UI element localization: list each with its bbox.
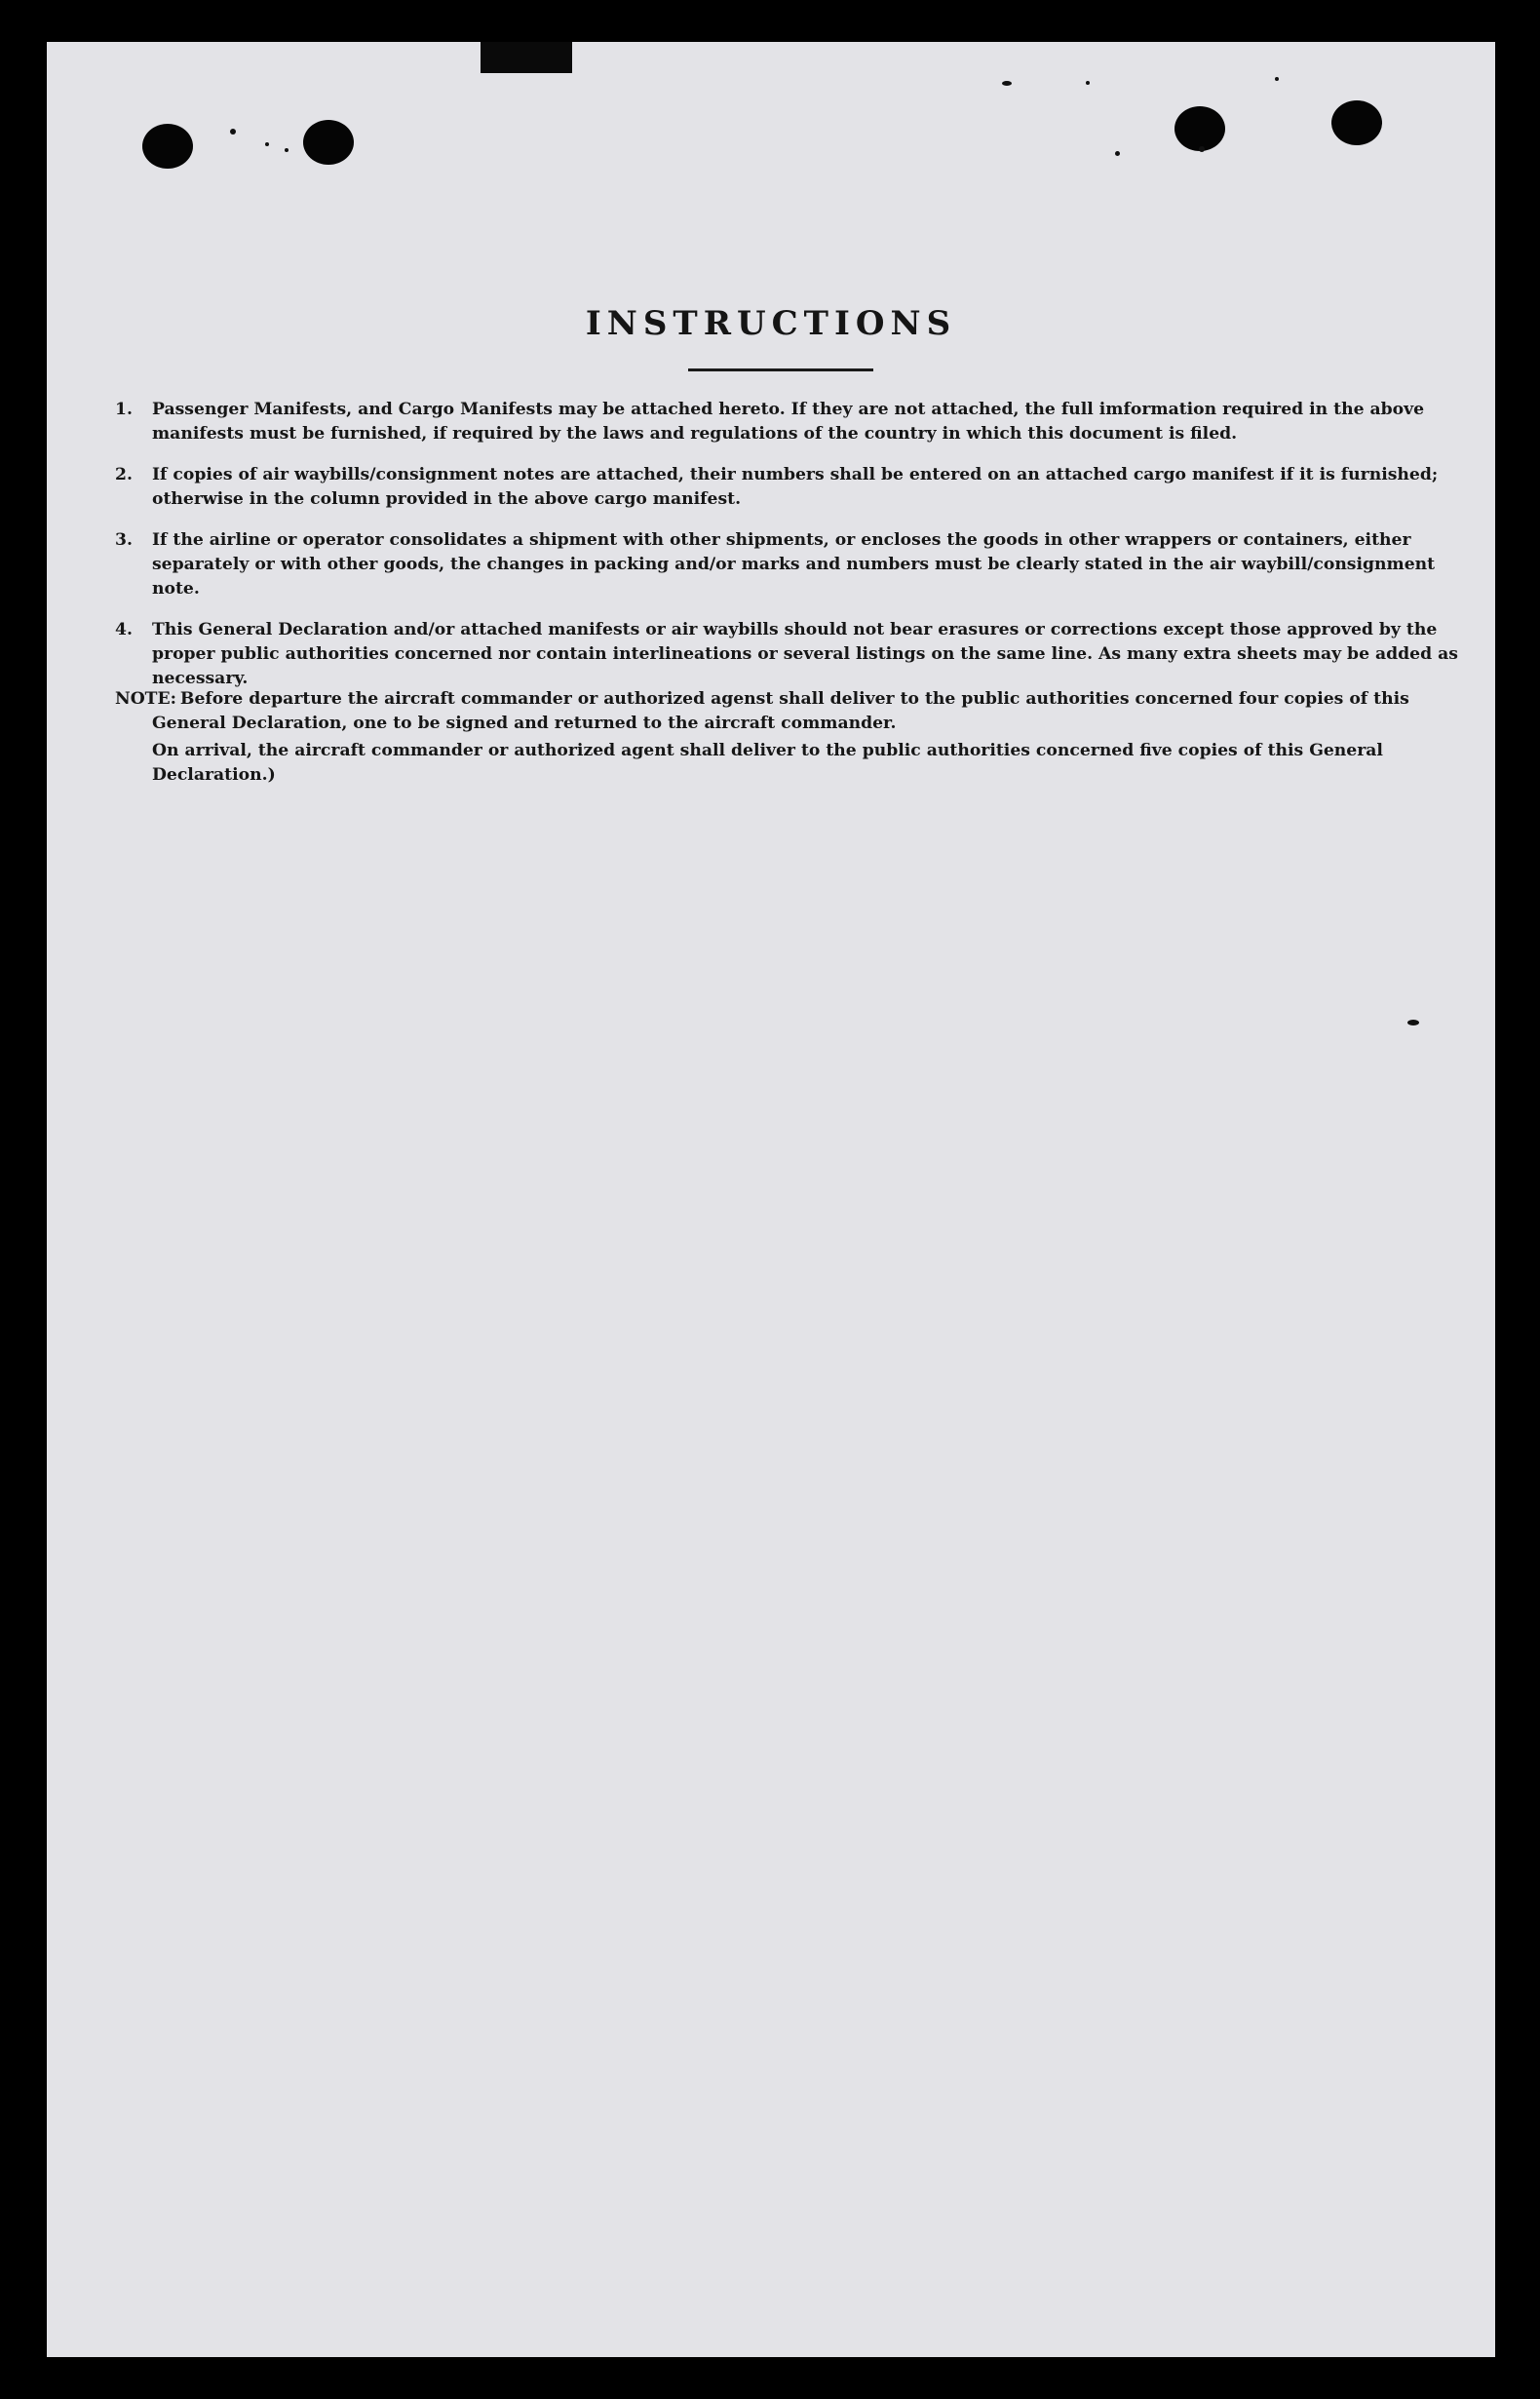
instruction-item [115, 528, 1480, 601]
instruction-text: If the airline or operator consolidates a shipment with other shipments, or encloses the goods in other wrappers or containers, either separately or with other goods, the changes in packing and/or marks and numbers must be clearly stated in the air waybill/consignment note. [152, 530, 1436, 599]
instruction-number: 4. [115, 620, 133, 639]
ink-speck [285, 148, 289, 152]
heading-underline [688, 368, 873, 371]
punch-hole-left-2 [303, 120, 354, 165]
note-text: Before departure the aircraft commander or authorized agenst shall deliver to the public authorities concerned four copies of this General Declaration, one to be signed and returned to the aircraft commander. [152, 689, 1409, 733]
instruction-item [115, 618, 1480, 691]
ink-speck [1002, 81, 1012, 86]
ink-speck [1199, 146, 1205, 152]
ink-speck [1115, 151, 1120, 156]
note-block [115, 687, 1480, 788]
instructions-heading: INSTRUCTIONS [585, 304, 957, 343]
ink-speck [230, 129, 236, 135]
instruction-number: 3. [115, 530, 133, 550]
punch-hole-right-2 [1331, 100, 1382, 145]
instruction-text: This General Declaration and/or attached manifests or air waybills should not bear erasures or corrections except those approved by the proper public authorities concerned nor contain interlineations or several listings on the same line. As many extra sheets may be added as necessary. [152, 620, 1458, 688]
note-arrival-paragraph: On arrival, the aircraft commander or authorized agent shall deliver to the public authorities concerned five copies of this General Declaration.) [152, 741, 1383, 785]
ink-speck [1275, 77, 1279, 81]
instruction-item [115, 463, 1480, 512]
instructions-list [115, 398, 1480, 708]
ink-speck [265, 142, 269, 146]
punch-hole-right-1 [1174, 106, 1225, 151]
instruction-text: Passenger Manifests, and Cargo Manifests may be attached hereto. If they are not attached, the full imformation required in the above manifests must be furnished, if required by the laws and regulations of the country in which this document is filed. [152, 400, 1425, 444]
instruction-text: If copies of air waybills/consignment notes are attached, their numbers shall be entered on an attached cargo manifest if it is furnished; otherwise in the column provided in the above cargo manifest. [152, 465, 1439, 509]
note-label: NOTE: [115, 689, 176, 709]
note-paragraph [115, 687, 1480, 736]
instruction-item [115, 398, 1480, 446]
torn-tab [481, 42, 572, 73]
ink-speck [1407, 1020, 1419, 1025]
punch-hole-left-1 [142, 124, 193, 169]
document-page [47, 42, 1495, 2357]
instruction-number: 1. [115, 400, 133, 419]
ink-speck [1086, 81, 1090, 85]
instruction-number: 2. [115, 465, 133, 484]
